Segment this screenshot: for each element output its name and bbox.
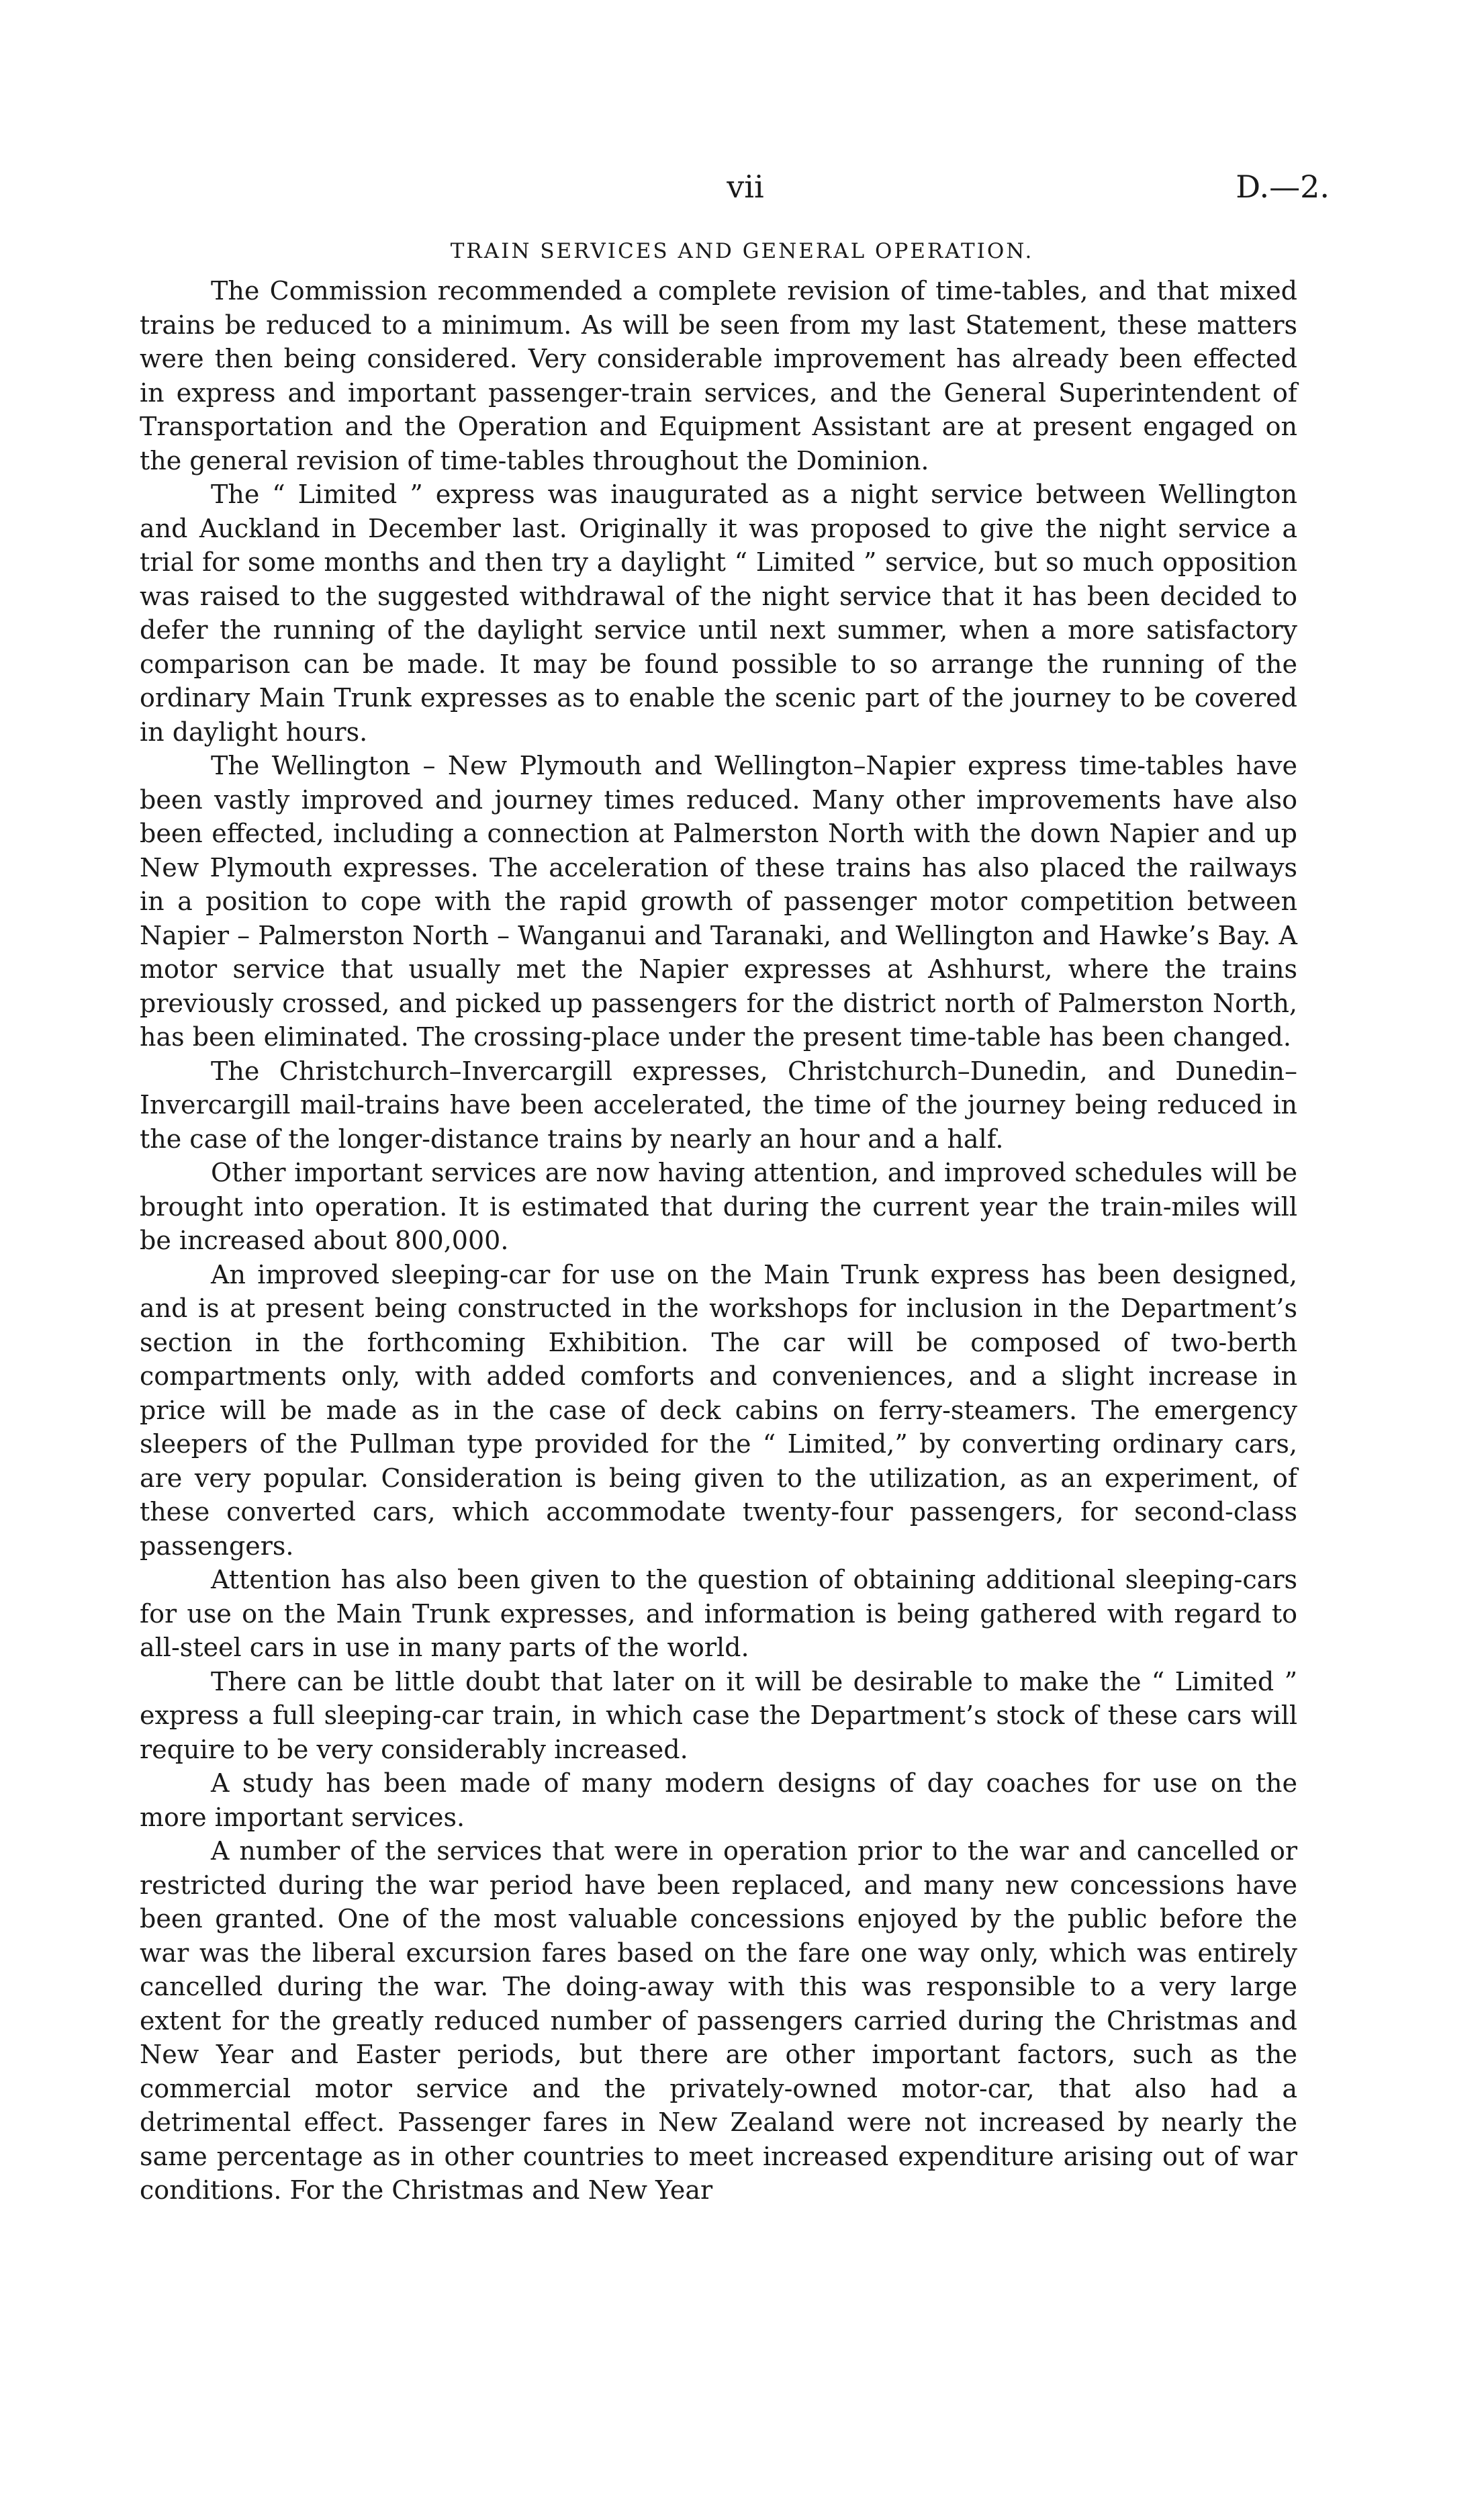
paragraph: An improved sleeping-car for use on the Main Trunk express has been designed, and is at present being constructed in the workshops for inclusion in the Department’s section in the forthcoming Exhibition. The car will be composed of two-berth compartments only, with added comforts and conveniences, and a slight increase in price will be made as in the case of deck cabins on ferry-steamers. The emergency sleepers of the Pullman type provided for the “ Limited,” by converting ordinary cars, are very popular. Consideration is being given to the utilization, as an experiment, of these converted cars, which accommodate twenty-four passengers, for second-class passengers.: [140, 1259, 1297, 1561]
page-number: vii: [727, 169, 764, 205]
paragraph: The Christchurch–Invercargill expresses, Christchurch–Dunedin, and Dunedin–Invercargill mail-trains have been accelerated, the time of the journey being reduced in the case of the longer-distance trains by nearly an hour and a half.: [140, 1056, 1297, 1154]
section-heading: TRAIN SERVICES AND GENERAL OPERATION.: [450, 239, 1034, 263]
paragraph: There can be little doubt that later on it will be desirable to make the “ Limited ” express a full sleeping-car train, in which case the Department’s stock of these cars will require to be very considerably increased.: [140, 1666, 1297, 1764]
body-text: [140, 274, 1297, 2208]
paragraph: Other important services are now having attention, and improved schedules will be brought into operation. It is estimated that during the current year the train-miles will be increased about 800,000.: [140, 1158, 1297, 1255]
paragraph: A study has been made of many modern designs of day coaches for use on the more important services.: [140, 1768, 1297, 1832]
paragraph: The “ Limited ” express was inaugurated as a night service between Wellington and Auckland in December last. Originally it was proposed to give the night service a trial for some months and then try a daylight “ Limited ” service, but so much opposition was raised to the suggested withdrawal of the night service that it has been decided to defer the running of the daylight service until next summer, when a more satisfactory comparison can be made. It may be found possible to so arrange the running of the ordinary Main Trunk expresses as to enable the scenic part of the journey to be covered in daylight hours.: [140, 480, 1297, 747]
paragraph: Attention has also been given to the question of obtaining additional sleeping-cars for use on the Main Trunk expresses, and information is being gathered with regard to all-steel cars in use in many parts of the world.: [140, 1565, 1297, 1662]
paragraph: The Wellington – New Plymouth and Wellington–Napier express time-tables have been vastly improved and journey times reduced. Many other improvements have also been effected, including a connection at Palmerston North with the down Napier and up New Plymouth expresses. The acceleration of these trains has also placed the railways in a position to cope with the rapid growth of passenger motor competition between Napier – Palmerston North – Wanganui and Taranaki, and Wellington and Hawke’s Bay. A motor service that usually met the Napier expresses at Ashhurst, where the trains previously crossed, and picked up passengers for the district north of Palmerston North, has been eliminated. The crossing-place under the present time-table has been changed.: [140, 751, 1297, 1052]
paragraph: A number of the services that were in operation prior to the war and cancelled or restricted during the war period have been replaced, and many new concessions have been granted. One of the most valuable concessions enjoyed by the public before the war was the liberal excursion fares based on the fare one way only, which was entirely cancelled during the war. The doing-away with this was responsible to a very large extent for the greatly reduced number of passengers carried during the Christmas and New Year and Easter periods, but there are other important factors, such as the commercial motor service and the privately-owned motor-car, that also had a detrimental effect. Passenger fares in New Zealand were not increased by nearly the same percentage as in other countries to meet increased expenditure arising out of war conditions. For the Christmas and New Year: [140, 1836, 1297, 2205]
document-reference: D.—2.: [1236, 169, 1330, 205]
paragraph: The Commission recommended a complete revision of time-tables, and that mixed trains be reduced to a minimum. As will be seen from my last Statement, these matters were then being considered. Very considerable improvement has already been effected in express and important passenger-train services, and the General Superintendent of Transportation and the Operation and Equipment Assistant are at present engaged on the general revision of time-tables throughout the Dominion.: [140, 276, 1297, 475]
